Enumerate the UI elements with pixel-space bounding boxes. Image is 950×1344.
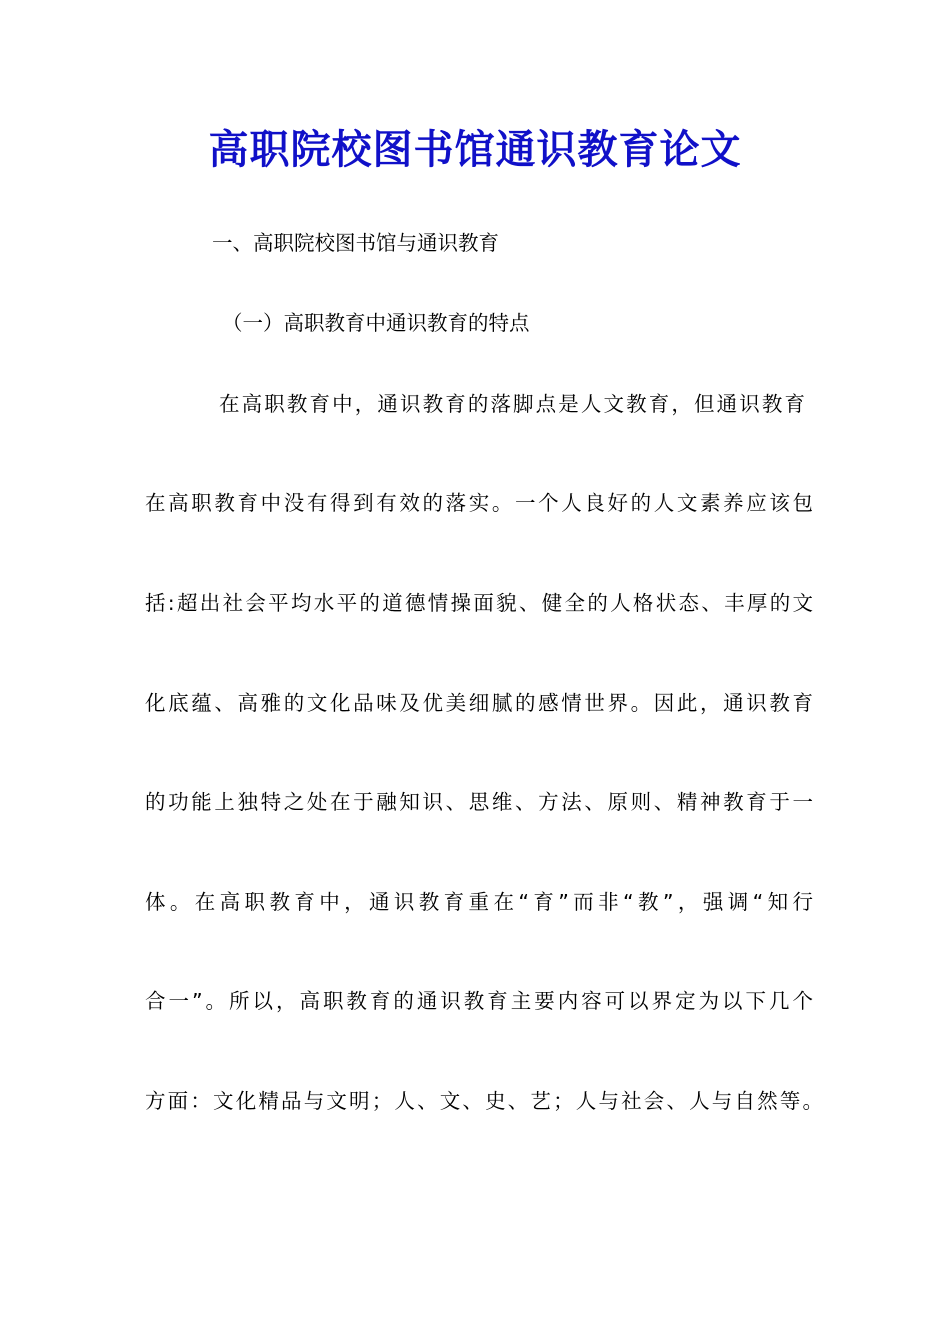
subsection-heading: （一）高职教育中通识教育的特点 — [222, 311, 530, 335]
section-heading: 一、高职院校图书馆与通识教育 — [212, 231, 499, 255]
paragraph-line: 体。在高职教育中，通识教育重在“育”而非“教”，强调“知行 — [145, 890, 813, 914]
paragraph-line: 括:超出社会平均水平的道德情操面貌、健全的人格状态、丰厚的文 — [145, 591, 813, 615]
paragraph-line: 方面：文化精品与文明；人、文、史、艺；人与社会、人与自然等。 — [145, 1089, 823, 1113]
paragraph-line: 合一”。所以，高职教育的通识教育主要内容可以界定为以下几个 — [145, 989, 813, 1013]
paragraph-line: 的功能上独特之处在于融知识、思维、方法、原则、精神教育于一 — [145, 790, 813, 814]
paragraph-line: 化底蕴、高雅的文化品味及优美细腻的感情世界。因此，通识教育 — [145, 691, 813, 715]
paragraph-line: 在高职教育中，通识教育的落脚点是人文教育，但通识教育 — [219, 392, 805, 416]
paragraph-line: 在高职教育中没有得到有效的落实。一个人良好的人文素养应该包 — [145, 491, 813, 515]
document-title: 高职院校图书馆通识教育论文 — [208, 126, 742, 173]
